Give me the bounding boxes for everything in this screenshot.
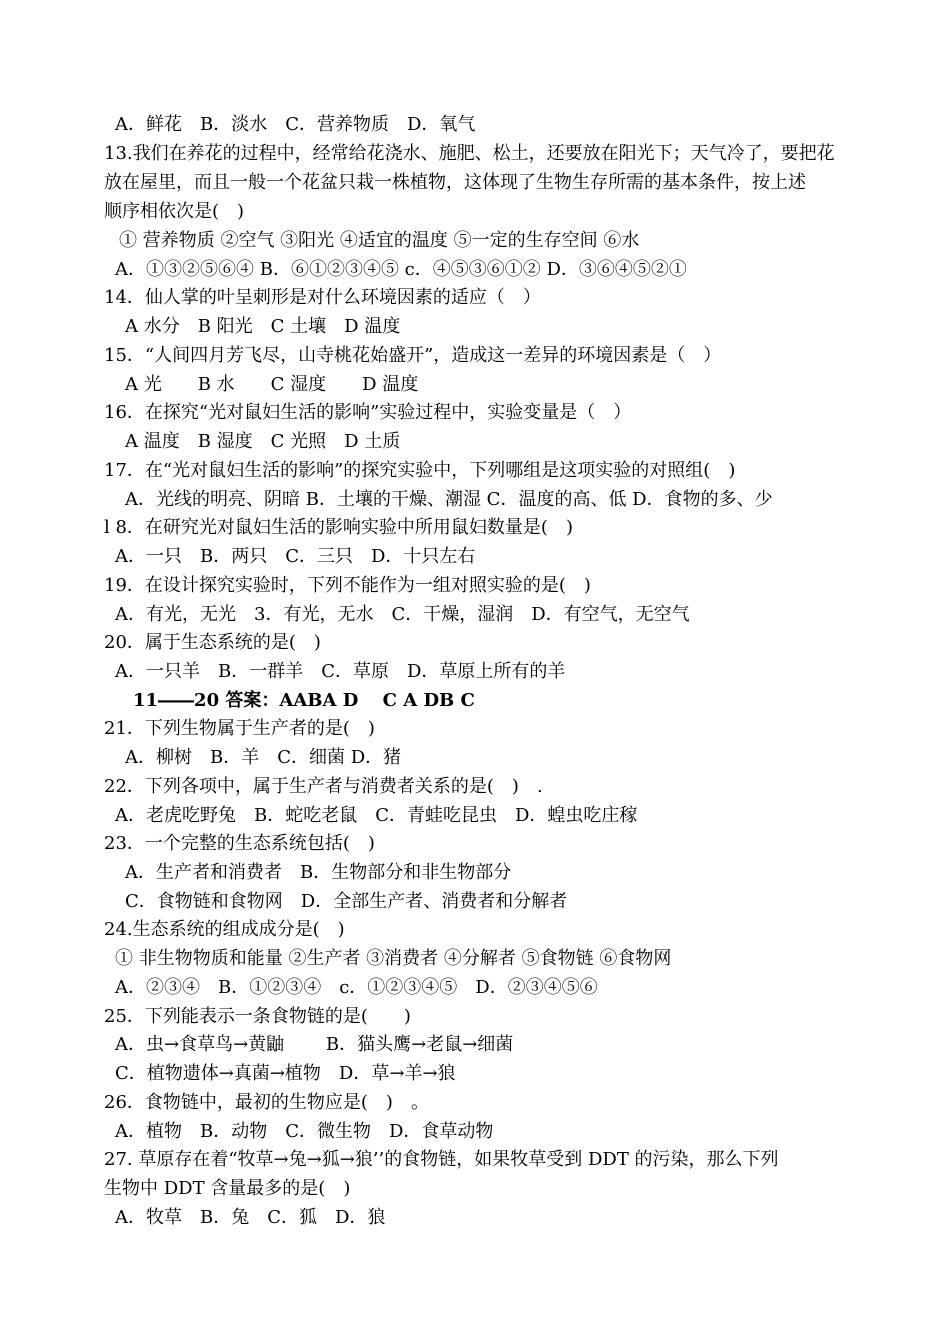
q23-stem: 23．一个完整的生态系统包括( )	[104, 833, 375, 854]
q13-options: A．①③②⑤⑥④ B．⑥①②③④⑤ c．④⑤③⑥①② D．③⑥④⑤②①	[115, 259, 687, 280]
q16-stem: 16．在探究“光对鼠妇生活的影响”实验过程中，实验变量是（ ）	[104, 402, 632, 423]
q20-stem: 20．属于生态系统的是( )	[104, 632, 321, 653]
q25-stem: 25．下列能表示一条食物链的是( )	[104, 1006, 411, 1027]
q21-stem: 21．下列生物属于生产者的是( )	[104, 718, 375, 739]
q13-stem-line2: 放在屋里，而且一般一个花盆只栽一株植物，这体现了生物生存所需的基本条件，按上述	[104, 172, 806, 193]
q14-options: A 水分 B 阳光 C 土壤 D 温度	[125, 316, 401, 337]
q20-options: A．一只羊 B．一群羊 C．草原 D．草原上所有的羊	[115, 661, 566, 682]
q22-stem: 22．下列各项中，属于生产者与消费者关系的是( ) .	[104, 776, 543, 797]
q12-options: A．鲜花 B．淡水 C．营养物质 D．氧气	[115, 114, 476, 135]
q18-options: A．一只 B．两只 C．三只 D．十只左右	[115, 546, 476, 567]
q24-options: A．②③④ B．①②③④ c．①②③④⑤ D．②③④⑤⑥	[115, 977, 598, 998]
q17-stem: 17．在“光对鼠妇生活的影响”的探究实验中，下列哪组是这项实验的对照组( )	[104, 460, 736, 481]
q26-options: A．植物 B．动物 C．微生物 D．食草动物	[115, 1121, 494, 1142]
q15-options: A 光 B 水 C 湿度 D 温度	[125, 374, 419, 395]
q13-stem-line1: 13.我们在养花的过程中，经常给花浇水、施肥、松土，还要放在阳光下；天气冷了，要把花	[104, 143, 835, 164]
q24-stem: 24.生态系统的组成成分是( )	[104, 919, 345, 940]
q19-stem: 19．在设计探究实验时，下列不能作为一组对照实验的是( )	[104, 575, 591, 596]
q25-options-line2: C．植物遗体→真菌→植物 D．草→羊→狼	[115, 1063, 456, 1084]
q23-options-line1: A．生产者和消费者 B．生物部分和非生物部分	[125, 862, 512, 883]
q27-stem-line2: 生物中 DDT 含量最多的是( )	[104, 1178, 351, 1199]
q17-options: A．光线的明亮、阴暗 B．土壤的干燥、潮湿 C．温度的高、低 D．食物的多、少	[125, 489, 773, 510]
q19-options: A．有光，无光 3．有光，无水 C．干燥，湿润 D．有空气，无空气	[115, 604, 690, 625]
q21-options: A．柳树 B．羊 C．细菌 D．猪	[125, 747, 402, 768]
q18-stem: l 8．在研究光对鼠妇生活的影响实验中所用鼠妇数量是( )	[104, 517, 573, 538]
q27-stem-line1: 27. 草原存在着“牧草→兔→狐→狼’’的食物链，如果牧草受到 DDT 的污染，那么下列	[104, 1149, 779, 1170]
q26-stem: 26．食物链中，最初的生物应是( ) 。	[104, 1092, 429, 1113]
q27-options: A．牧草 B．兔 C．狐 D．狼	[115, 1207, 386, 1228]
q23-options-line2: C．食物链和食物网 D．全部生产者、消费者和分解者	[125, 891, 568, 912]
q13-items: ① 营养物质 ②空气 ③阳光 ④适宜的温度 ⑤一定的生存空间 ⑥水	[119, 230, 640, 251]
q13-stem-line3: 顺序相依次是( )	[104, 201, 245, 222]
q24-items: ① 非生物物质和能量 ②生产者 ③消费者 ④分解者 ⑤食物链 ⑥食物网	[115, 948, 672, 969]
answer-key: 11――20 答案：AABA D C A DB C	[133, 690, 475, 711]
q25-options-line1: A．虫→食草鸟→黄鼬 B．猫头鹰→老鼠→细菌	[115, 1034, 514, 1055]
q16-options: A 温度 B 湿度 C 光照 D 土质	[125, 431, 401, 452]
q15-stem: 15．“人间四月芳飞尽，山寺桃花始盛开”，造成这一差异的环境因素是（ ）	[104, 345, 722, 366]
q22-options: A．老虎吃野兔 B．蛇吃老鼠 C．青蛙吃昆虫 D．蝗虫吃庄稼	[115, 805, 638, 826]
q14-stem: 14．仙人掌的叶呈刺形是对什么环境因素的适应（ ）	[104, 287, 541, 308]
